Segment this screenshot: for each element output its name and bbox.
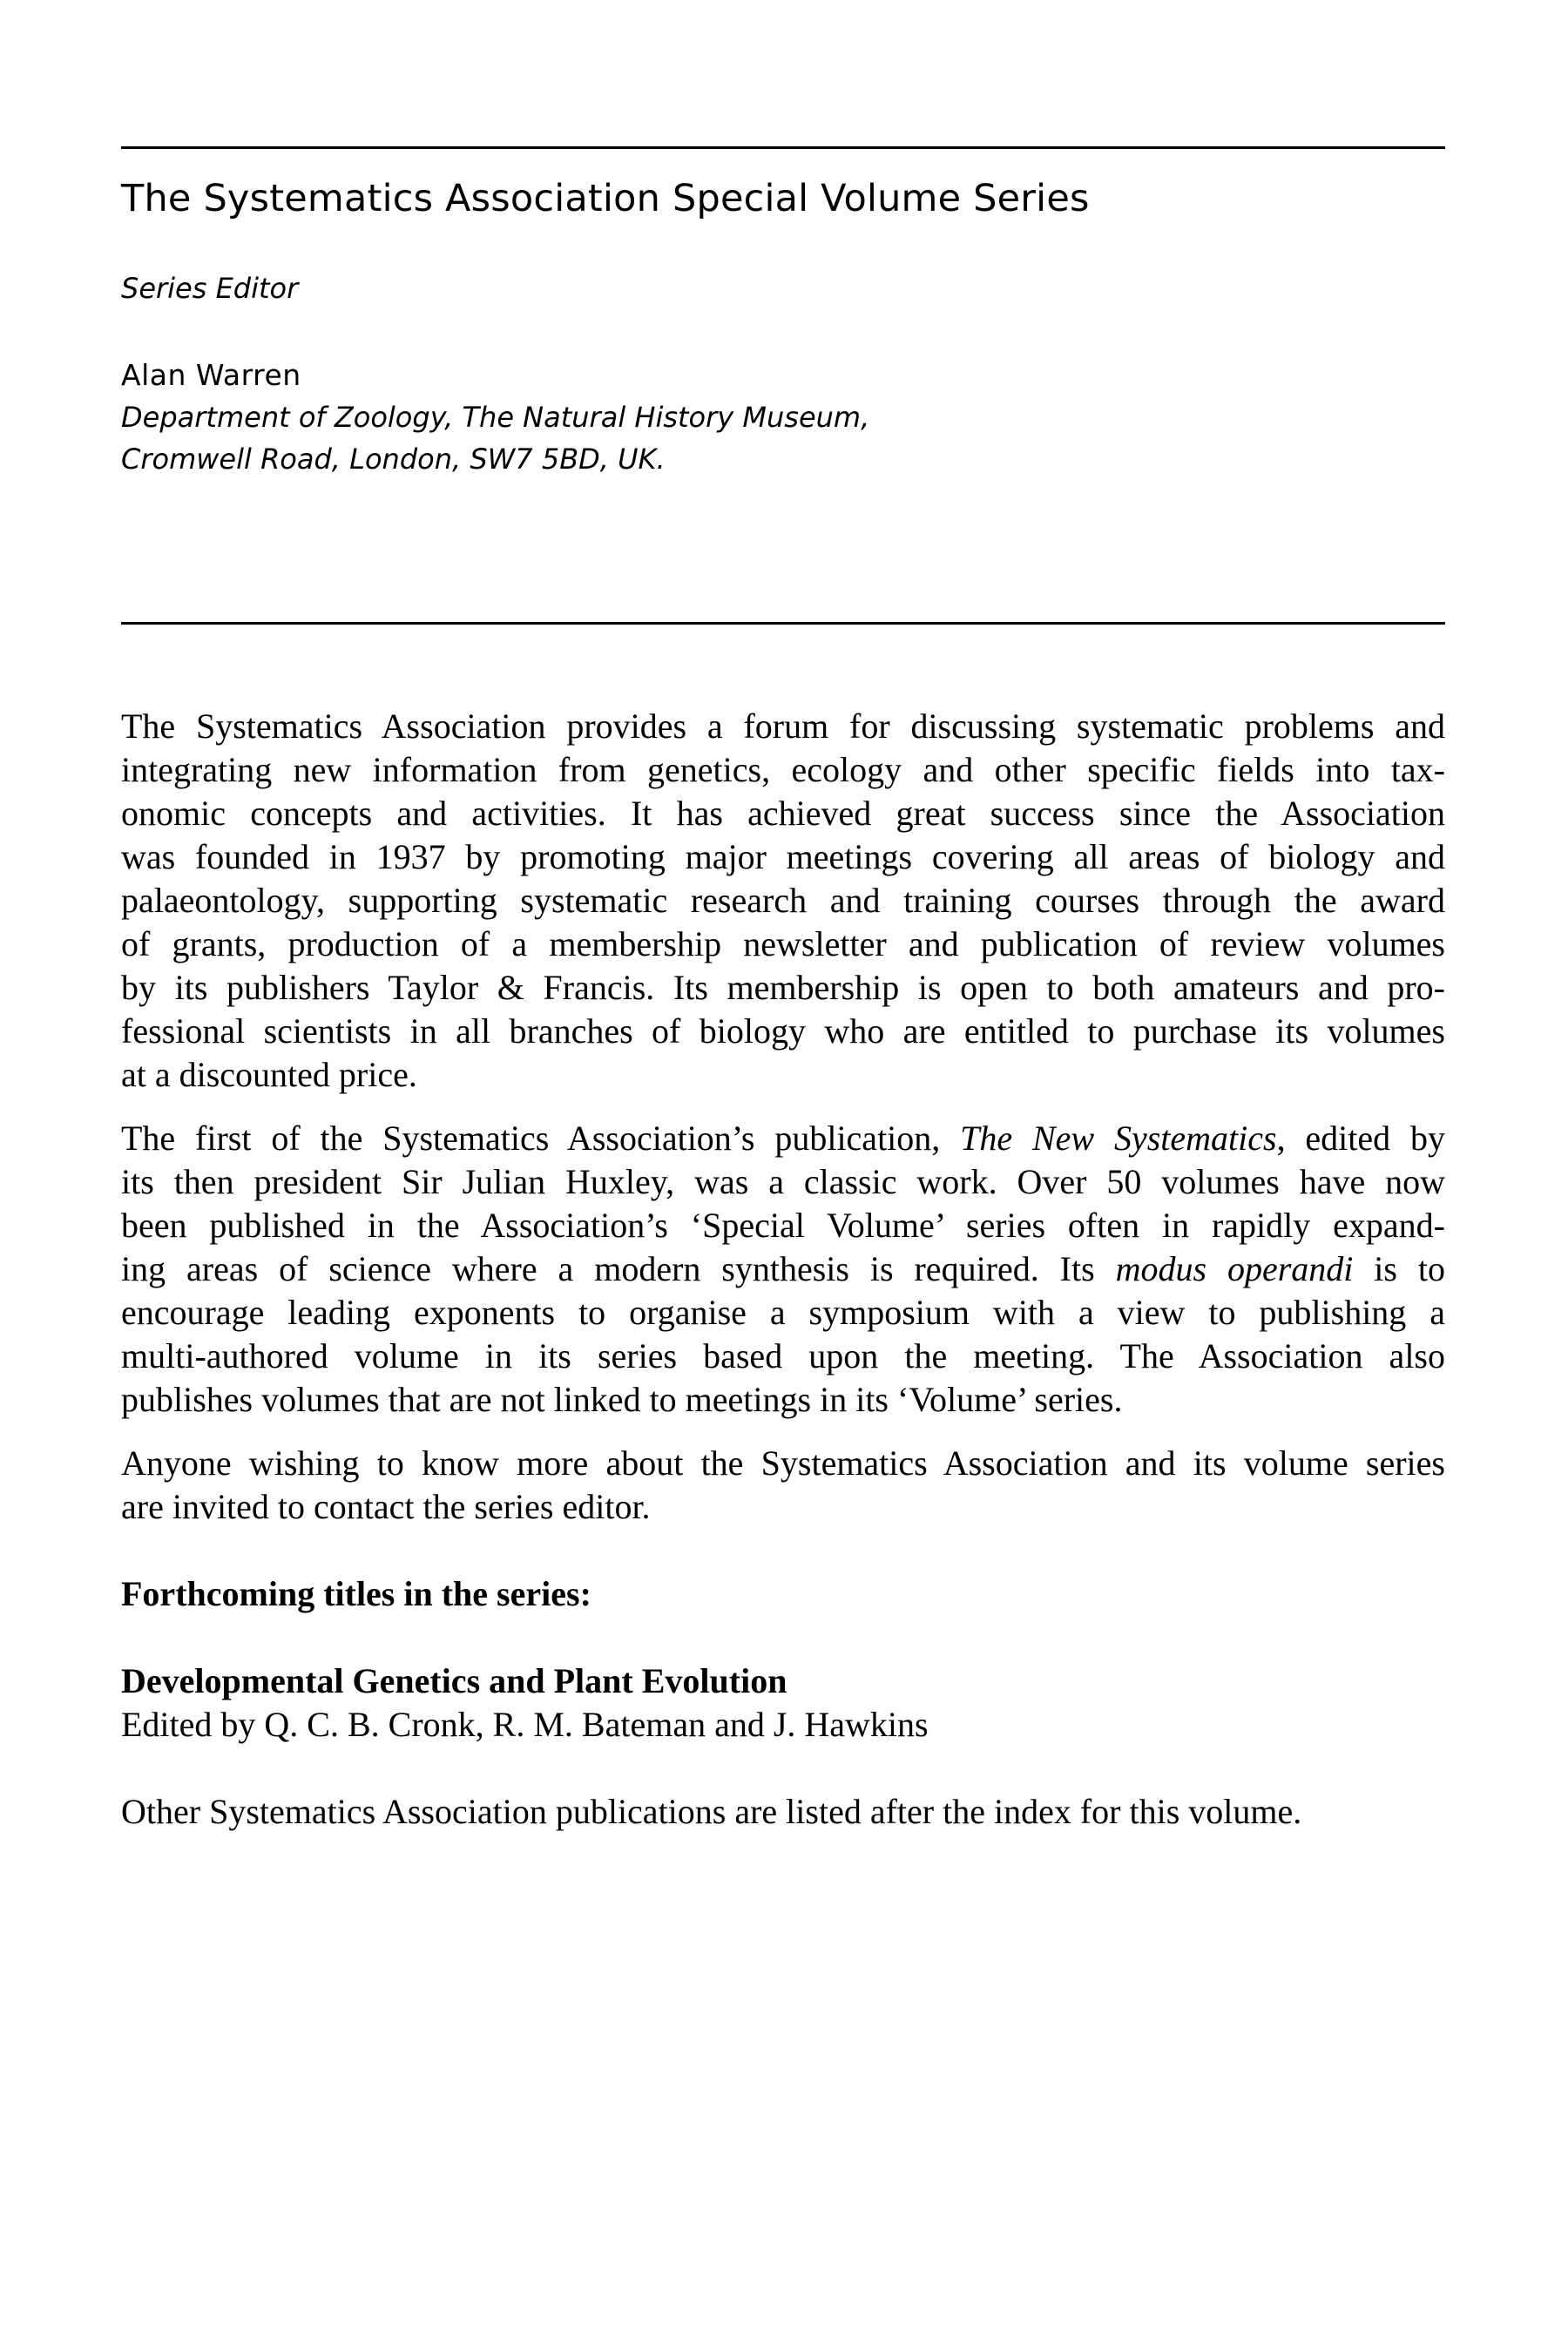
- top-rule: [121, 146, 1445, 149]
- paragraph-line: are invited to contact the series editor.: [121, 1487, 651, 1526]
- paragraph-line: by its publishers Taylor & Francis. Its membership is open to both amateurs and pro-: [121, 968, 1445, 1007]
- paragraph-line: onomic concepts and activities. It has achieved great success since the Association: [121, 794, 1445, 833]
- paragraph-line: publishes volumes that are not linked to meetings in its ‘Volume’ series.: [121, 1380, 1123, 1419]
- section-rule: [121, 622, 1445, 625]
- forthcoming-heading: Forthcoming titles in the series:: [121, 1574, 591, 1613]
- paragraph-contact: [121, 1442, 1445, 1529]
- editor-affiliation-line1: Department of Zoology, The Natural History Museum,: [121, 401, 870, 434]
- series-editor-label: Series Editor: [121, 272, 299, 305]
- modus-operandi-italic: modus operandi: [1115, 1249, 1354, 1288]
- paragraph-line: its then president Sir Julian Huxley, was a classic work. Over 50 volumes have now: [121, 1162, 1445, 1201]
- paragraph-line: Anyone wishing to know more about the Systematics Association and its volume series: [121, 1443, 1445, 1483]
- paragraph-line: at a discounted price.: [121, 1055, 417, 1094]
- paragraph-line: encourage leading exponents to organise a symposium with a view to publishing a: [121, 1293, 1445, 1332]
- forthcoming-book-editors: Edited by Q. C. B. Cronk, R. M. Bateman and J. Hawkins: [121, 1705, 929, 1744]
- editor-affiliation-line2: Cromwell Road, London, SW7 5BD, UK.: [121, 443, 666, 476]
- book-title-the-new-systematics: The New Systematics: [960, 1119, 1277, 1158]
- paragraph-history: [121, 1117, 1445, 1422]
- paragraph-line: was founded in 1937 by promoting major meetings covering all areas of biology and: [121, 837, 1445, 876]
- paragraph-line: been published in the Association’s ‘Special Volume’ series often in rapidly expand-: [121, 1206, 1445, 1245]
- other-publications-note: Other Systematics Association publications are listed after the index for this volume.: [121, 1792, 1302, 1831]
- series-title: The Systematics Association Special Volume Series: [121, 177, 1090, 220]
- paragraph-line: The first of the Systematics Association’s publication, The New Systematics, edited by: [121, 1119, 1446, 1158]
- forthcoming-title-entry: [121, 1659, 1445, 1747]
- paragraph-line: fessional scientists in all branches of biology who are entitled to purchase its volumes: [121, 1011, 1445, 1051]
- paragraph-line: multi-authored volume in its series based upon the meeting. The Association also: [121, 1336, 1445, 1375]
- editor-name: Alan Warren: [121, 358, 301, 392]
- editor-block: [121, 355, 1445, 480]
- paragraph-line: of grants, production of a membership newsletter and publication of review volumes: [121, 924, 1445, 963]
- paragraph-line: palaeontology, supporting systematic research and training courses through the award: [121, 881, 1445, 920]
- forthcoming-book-title: Developmental Genetics and Plant Evolution: [121, 1661, 787, 1700]
- paragraph-line: integrating new information from genetics, ecology and other specific fields into tax-: [121, 750, 1445, 789]
- paragraph-line: ing areas of science where a modern synthesis is required. Its modus operandi is to: [121, 1249, 1446, 1288]
- paragraph-about: [121, 705, 1445, 1097]
- paragraph-line: The Systematics Association provides a forum for discussing systematic problems and: [121, 706, 1445, 746]
